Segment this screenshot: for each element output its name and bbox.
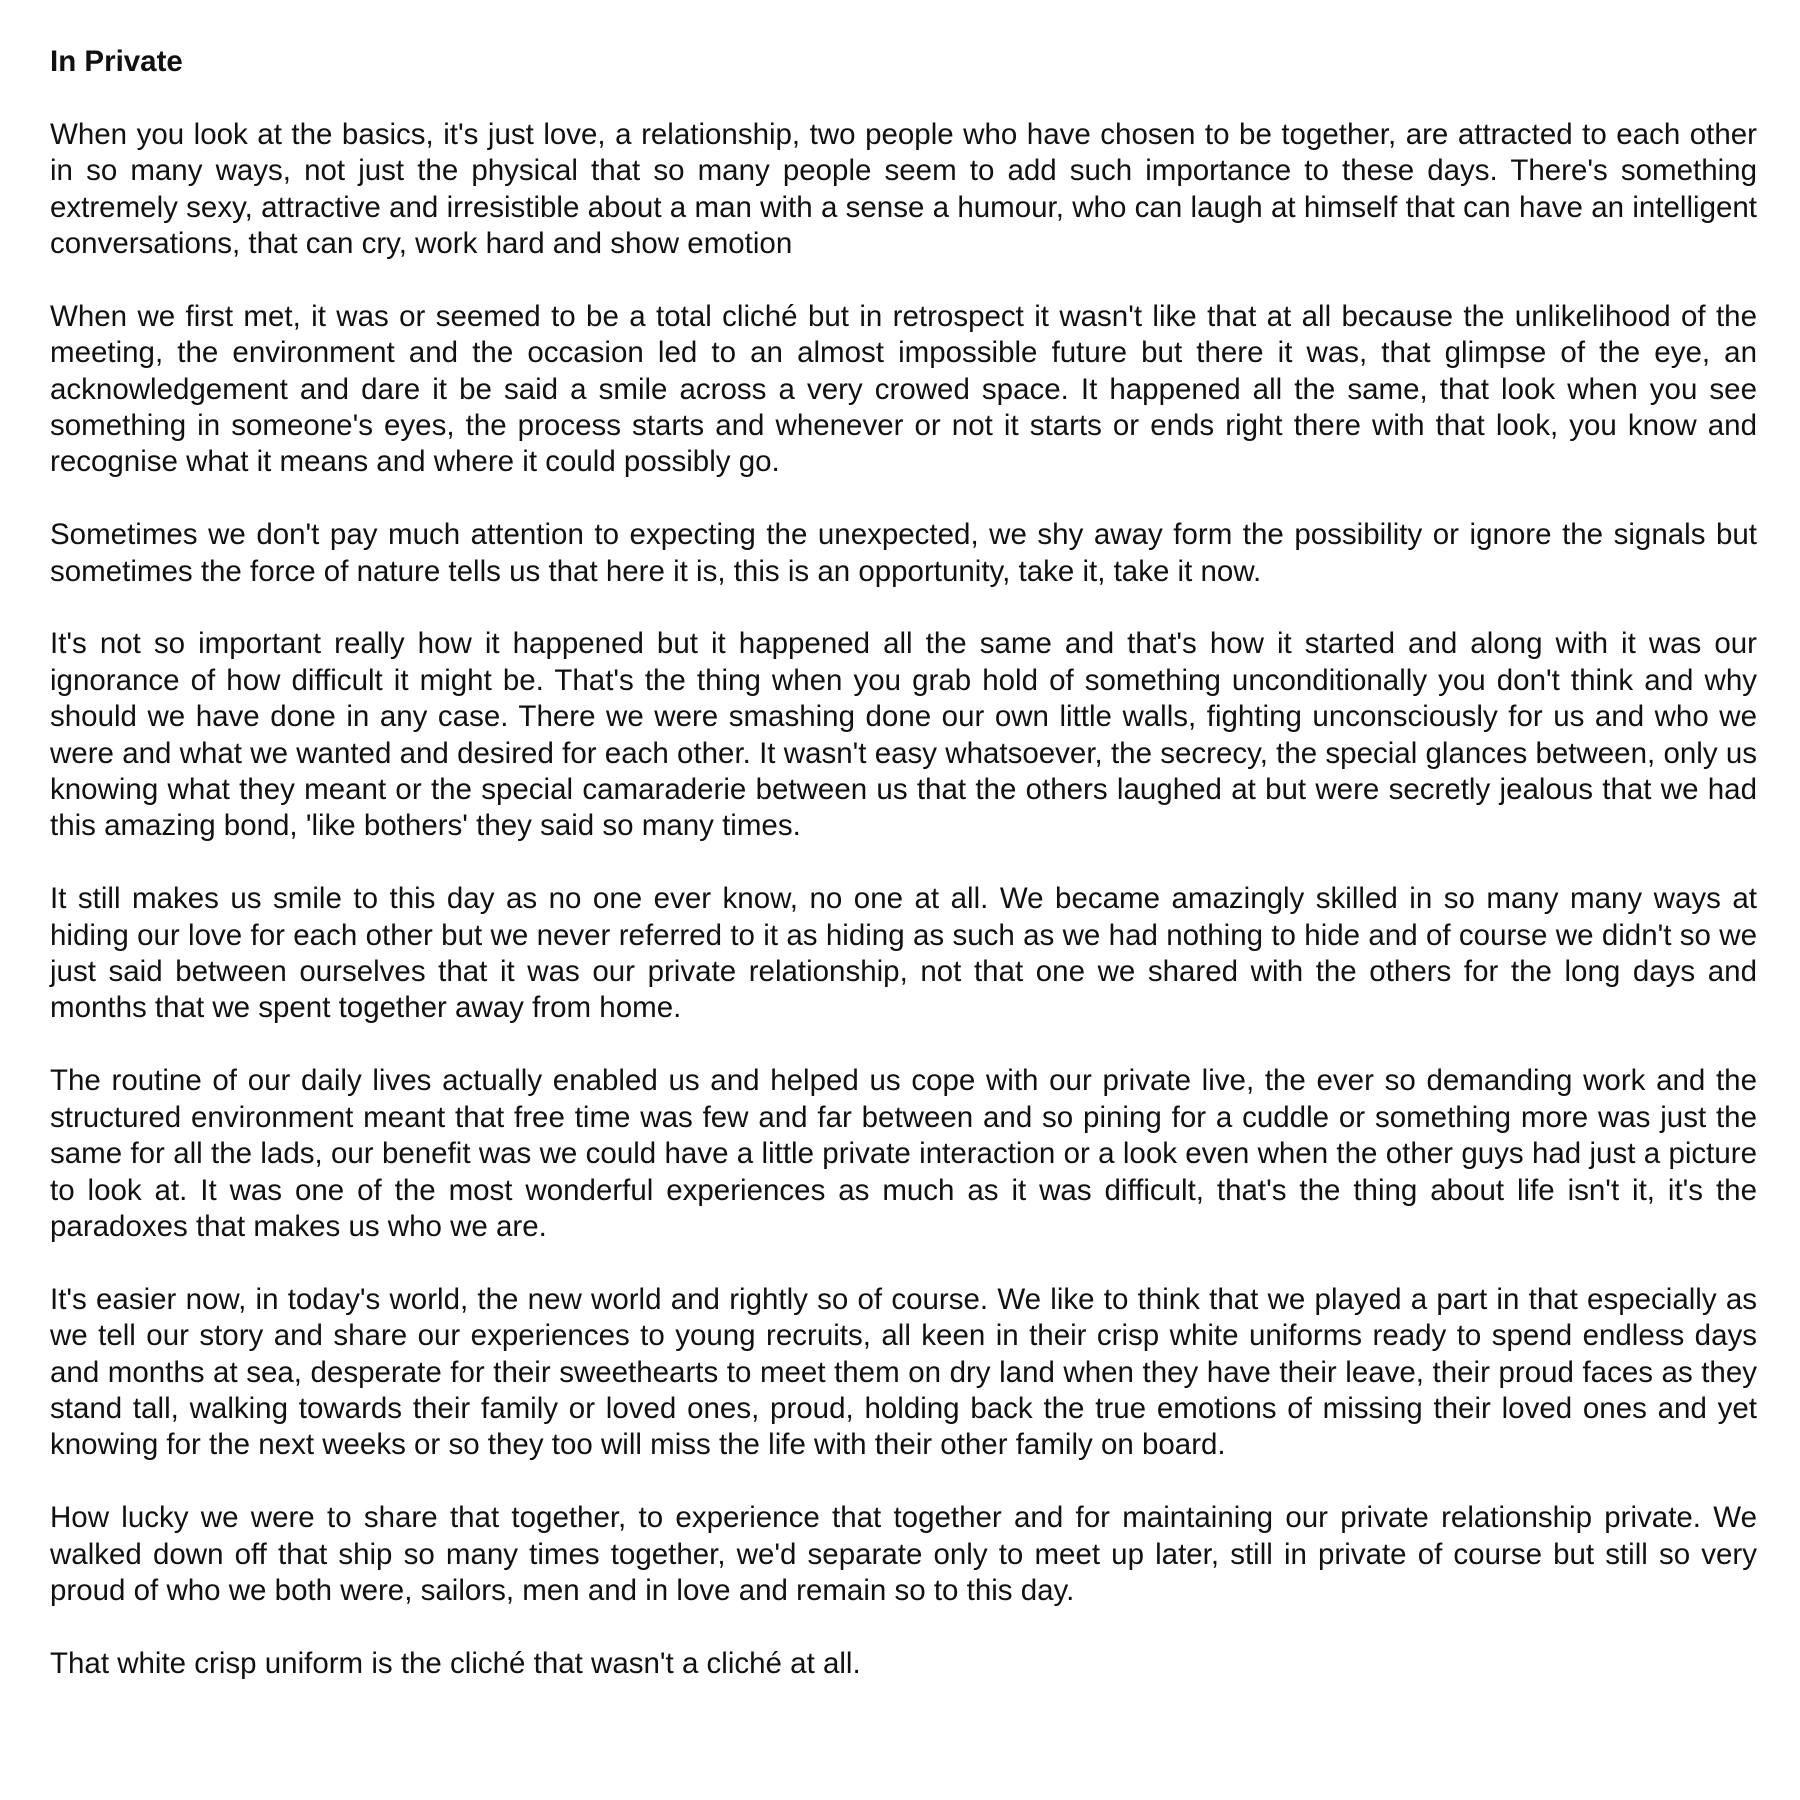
document-page xyxy=(50,44,1757,1682)
paragraph: It's easier now, in today's world, the new world and rightly so of course. We like to think that we played a part in that especially as we tell our story and share our experiences to young recruits, all keen in their crisp white uniforms ready to spend endless days and months at sea, desperate for their sweethearts to meet them on dry land when they have their leave, their proud faces as they stand tall, walking towards their family or loved ones, proud, holding back the true emotions of missing their loved ones and yet knowing for the next weeks or so they too will miss the life with their other family on board. xyxy=(50,1282,1757,1462)
paragraph: When you look at the basics, it's just love, a relationship, two people who have chosen to be together, are attracted to each other in so many ways, not just the physical that so many people seem to add such importance to these days. There's something extremely sexy, attractive and irresistible about a man with a sense a humour, who can laugh at himself that can have an intelligent conversations, that can cry, work hard and show emotion xyxy=(50,117,1757,261)
paragraph: When we first met, it was or seemed to be a total cliché but in retrospect it wasn't like that at all because the unlikelihood of the meeting, the environment and the occasion led to an almost impossible future but there it was, that glimpse of the eye, an acknowledgement and dare it be said a smile across a very crowed space. It happened all the same, that look when you see something in someone's eyes, the process starts and whenever or not it starts or ends right there with that look, you know and recognise what it means and where it could possibly go. xyxy=(50,299,1757,479)
paragraph: How lucky we were to share that together, to experience that together and for maintaining our private relationship private. We walked down off that ship so many times together, we'd separate only to meet up later, still in private of course but still so very proud of who we both were, sailors, men and in love and remain so to this day. xyxy=(50,1501,1757,1607)
closing-paragraph: That white crisp uniform is the cliché that wasn't a cliché at all. xyxy=(50,1646,861,1680)
paragraph: Sometimes we don't pay much attention to expecting the unexpected, we shy away form the possibility or ignore the signals but sometimes the force of nature tells us that here it is, this is an opportunity, take it, take it now. xyxy=(50,518,1757,588)
paragraph: It still makes us smile to this day as no one ever know, no one at all. We became amazingly skilled in so many many ways at hiding our love for each other but we never referred to it as hiding as such as we had nothing to hide and of course we didn't so we just said between ourselves that it was our private relationship, not that one we shared with the others for the long days and months that we spent together away from home. xyxy=(50,882,1757,1025)
paragraph: It's not so important really how it happened but it happened all the same and that's how it started and along with it was our ignorance of how difficult it might be. That's the thing when you grab hold of something unconditionally you don't think and why should we have done in any case. There we were smashing done our own little walls, fighting unconsciously for us and who we were and what we wanted and desired for each other. It wasn't easy whatsoever, the secrecy, the special glances between, only us knowing what they meant or the special camaraderie between us that the others laughed at but were secretly jealous that we had this amazing bond, 'like bothers' they said so many times. xyxy=(50,627,1757,843)
document-title: In Private xyxy=(50,45,183,78)
paragraph: The routine of our daily lives actually enabled us and helped us cope with our private live, the ever so demanding work and the structured environment meant that free time was few and far between and so pining for a cuddle or something more was just the same for all the lads, our benefit was we could have a little private interaction or a look even when the other guys had just a picture to look at. It was one of the most wonderful experiences as much as it was difficult, that's the thing about life isn't it, it's the paradoxes that makes us who we are. xyxy=(50,1064,1757,1243)
